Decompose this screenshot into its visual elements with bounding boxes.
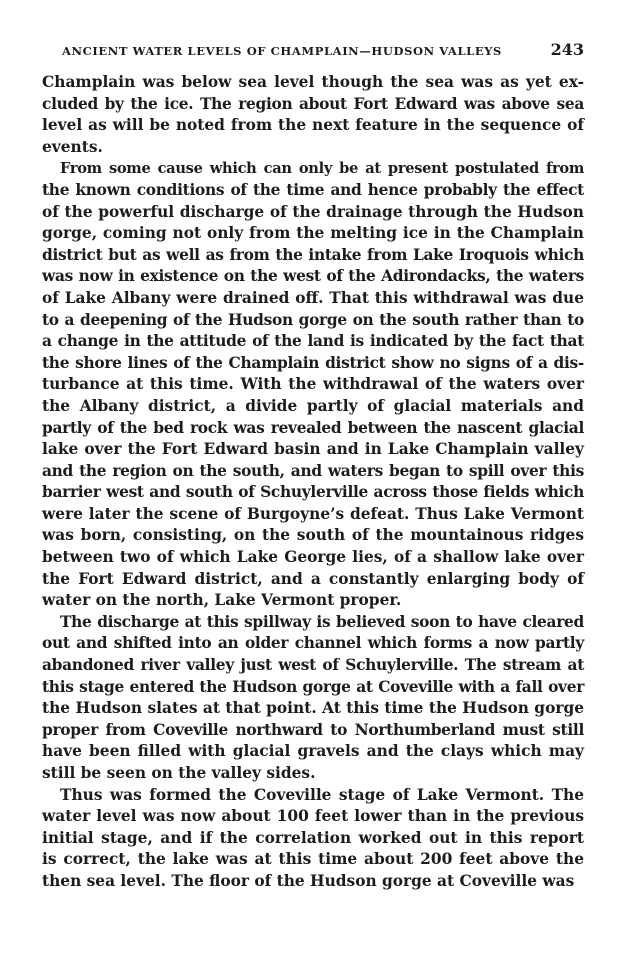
text-line: then sea level. The floor of the Hudson gorge at Coveville was	[42, 871, 575, 890]
text-line: of the powerful discharge of the drainage through the Hudson	[42, 202, 584, 221]
text-line: and the region on the south, and waters began to spill over this	[42, 461, 584, 480]
text-line: still be seen on the valley sides.	[42, 764, 316, 782]
text-line: the known conditions of the time and hence probably the effect	[42, 180, 584, 199]
text-line: gorge, coming not only from the melting ice in the Champlain	[42, 224, 584, 243]
running-title: ANCIENT WATER LEVELS OF CHAMPLAIN—HUDSON VALLEYS	[62, 44, 502, 58]
text-line: between two of which Lake George lies, of a shallow lake over	[42, 548, 584, 567]
text-line: abandoned river valley just west of Schuylerville. The stream at	[42, 656, 584, 675]
text-line: barrier west and south of Schuylerville across those fields which	[42, 483, 584, 502]
text-line: turbance at this time. With the withdrawal of the waters over	[42, 375, 584, 394]
paragraph	[42, 158, 584, 611]
text-line: level as will be noted from the next feature in the sequence of	[42, 116, 584, 135]
text-line: proper from Coveville northward to Northumberland must still	[42, 720, 584, 739]
paragraph	[42, 785, 584, 893]
page-number: 243	[550, 40, 584, 59]
text-line: water on the north, Lake Vermont proper.	[42, 591, 402, 610]
text-line: a change in the attitude of the land is indicated by the fact that	[42, 332, 584, 351]
text-line: the Fort Edward district, and a constantly enlarging body of	[42, 569, 584, 588]
text-line: water level was now about 100 feet lower than in the previous	[42, 807, 584, 826]
text-line: is correct, the lake was at this time about 200 feet above the	[42, 850, 584, 869]
text-line: lake over the Fort Edward basin and in Lake Champlain valley	[42, 440, 584, 459]
text-line: From some cause which can only be at present postulated from	[60, 160, 584, 178]
text-line: the Albany district, a divide partly of glacial materials and	[42, 396, 584, 415]
text-line: were later the scene of Burgoyne’s defeat. Thus Lake Vermont	[42, 504, 584, 523]
text-line: events.	[42, 137, 103, 156]
text-line: Thus was formed the Coveville stage of Lake Vermont. The	[60, 785, 584, 804]
text-line: the Hudson slates at that point. At this time the Hudson gorge	[42, 699, 584, 718]
text-line: to a deepening of the Hudson gorge on the south rather than to	[42, 310, 584, 329]
text-line: have been filled with glacial gravels and the clays which may	[42, 742, 584, 761]
body-text	[42, 72, 584, 893]
text-line: The discharge at this spillway is believed soon to have cleared	[60, 612, 584, 631]
text-line: the shore lines of the Champlain district show no signs of a dis-	[42, 353, 584, 372]
text-line: cluded by the ice. The region about Fort Edward was above sea	[42, 94, 584, 113]
text-line: initial stage, and if the correlation worked out in this report	[42, 828, 584, 847]
paragraph	[42, 72, 584, 158]
text-line: Champlain was below sea level though the sea was as yet ex-	[42, 73, 584, 91]
text-line: was born, consisting, on the south of the mountainous ridges	[42, 526, 584, 545]
text-line: was now in existence on the west of the Adirondacks, the waters	[42, 267, 584, 286]
text-line: of Lake Albany were drained off. That this withdrawal was due	[42, 288, 584, 307]
text-line: out and shifted into an older channel which forms a now partly	[42, 634, 584, 653]
text-line: this stage entered the Hudson gorge at Coveville with a fall over	[42, 677, 584, 696]
text-line: partly of the bed rock was revealed between the nascent glacial	[42, 418, 584, 437]
text-line: district but as well as from the intake from Lake Iroquois which	[42, 245, 584, 264]
running-header	[42, 40, 584, 62]
paragraph	[42, 612, 584, 785]
